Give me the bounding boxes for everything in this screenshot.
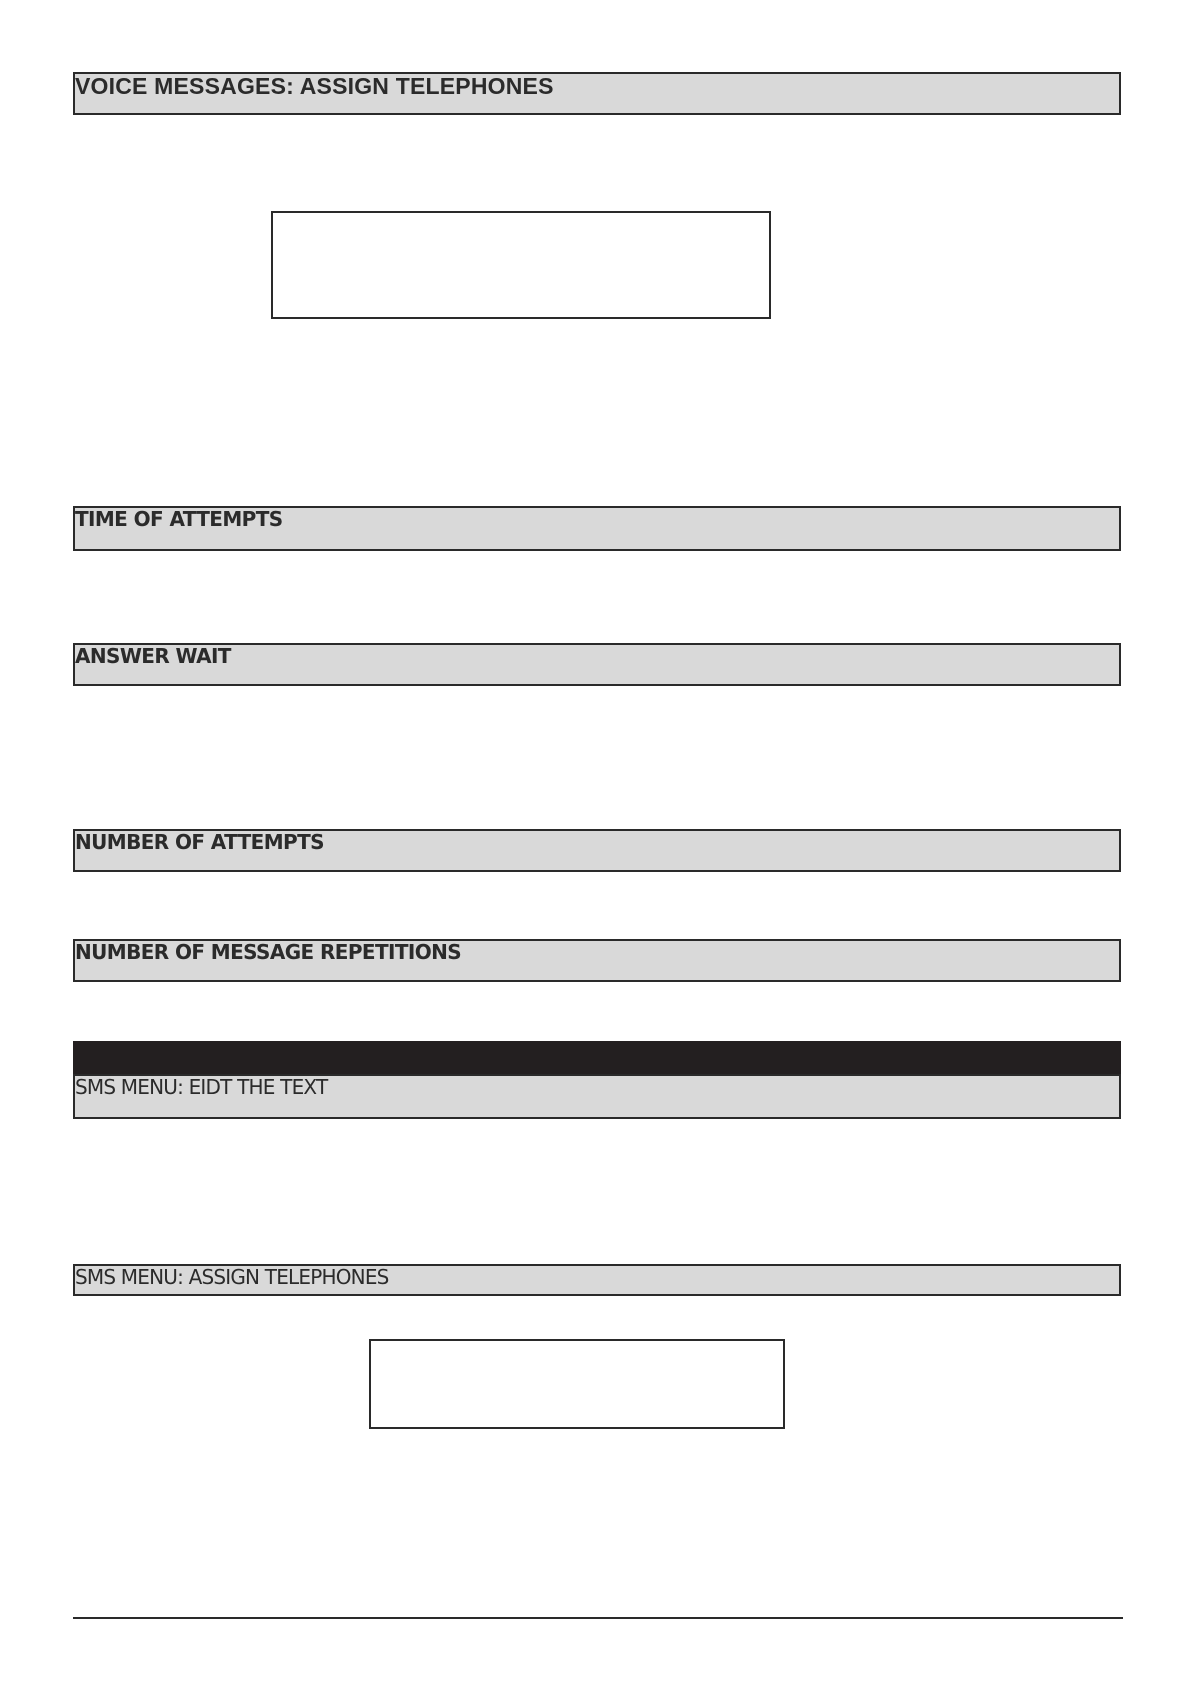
section-header-number-of-attempts: [73, 829, 1121, 872]
section-title: SMS MENU: ASSIGN TELEPHONES: [75, 1265, 389, 1289]
section-header-sms-assign-telephones: [73, 1264, 1121, 1296]
section-header-time-of-attempts: [73, 506, 1121, 551]
section-header-answer-wait: [73, 643, 1121, 686]
display-box-sms-telephones: [369, 1339, 785, 1429]
display-box-voice-telephones: [271, 211, 771, 319]
footer-rule: [73, 1617, 1123, 1619]
section-header-voice-messages-assign-telephones: [73, 72, 1121, 115]
separator-bar: [73, 1041, 1121, 1075]
section-title: NUMBER OF ATTEMPTS: [75, 830, 324, 854]
section-header-number-of-message-repetitions: [73, 939, 1121, 982]
section-title: ANSWER WAIT: [75, 644, 231, 668]
section-title: SMS MENU: EIDT THE TEXT: [75, 1075, 328, 1099]
section-title: VOICE MESSAGES: ASSIGN TELEPHONES: [75, 73, 554, 99]
section-header-sms-edit-text: [73, 1074, 1121, 1119]
section-title: NUMBER OF MESSAGE REPETITIONS: [75, 940, 462, 964]
section-title: TIME OF ATTEMPTS: [75, 507, 283, 531]
